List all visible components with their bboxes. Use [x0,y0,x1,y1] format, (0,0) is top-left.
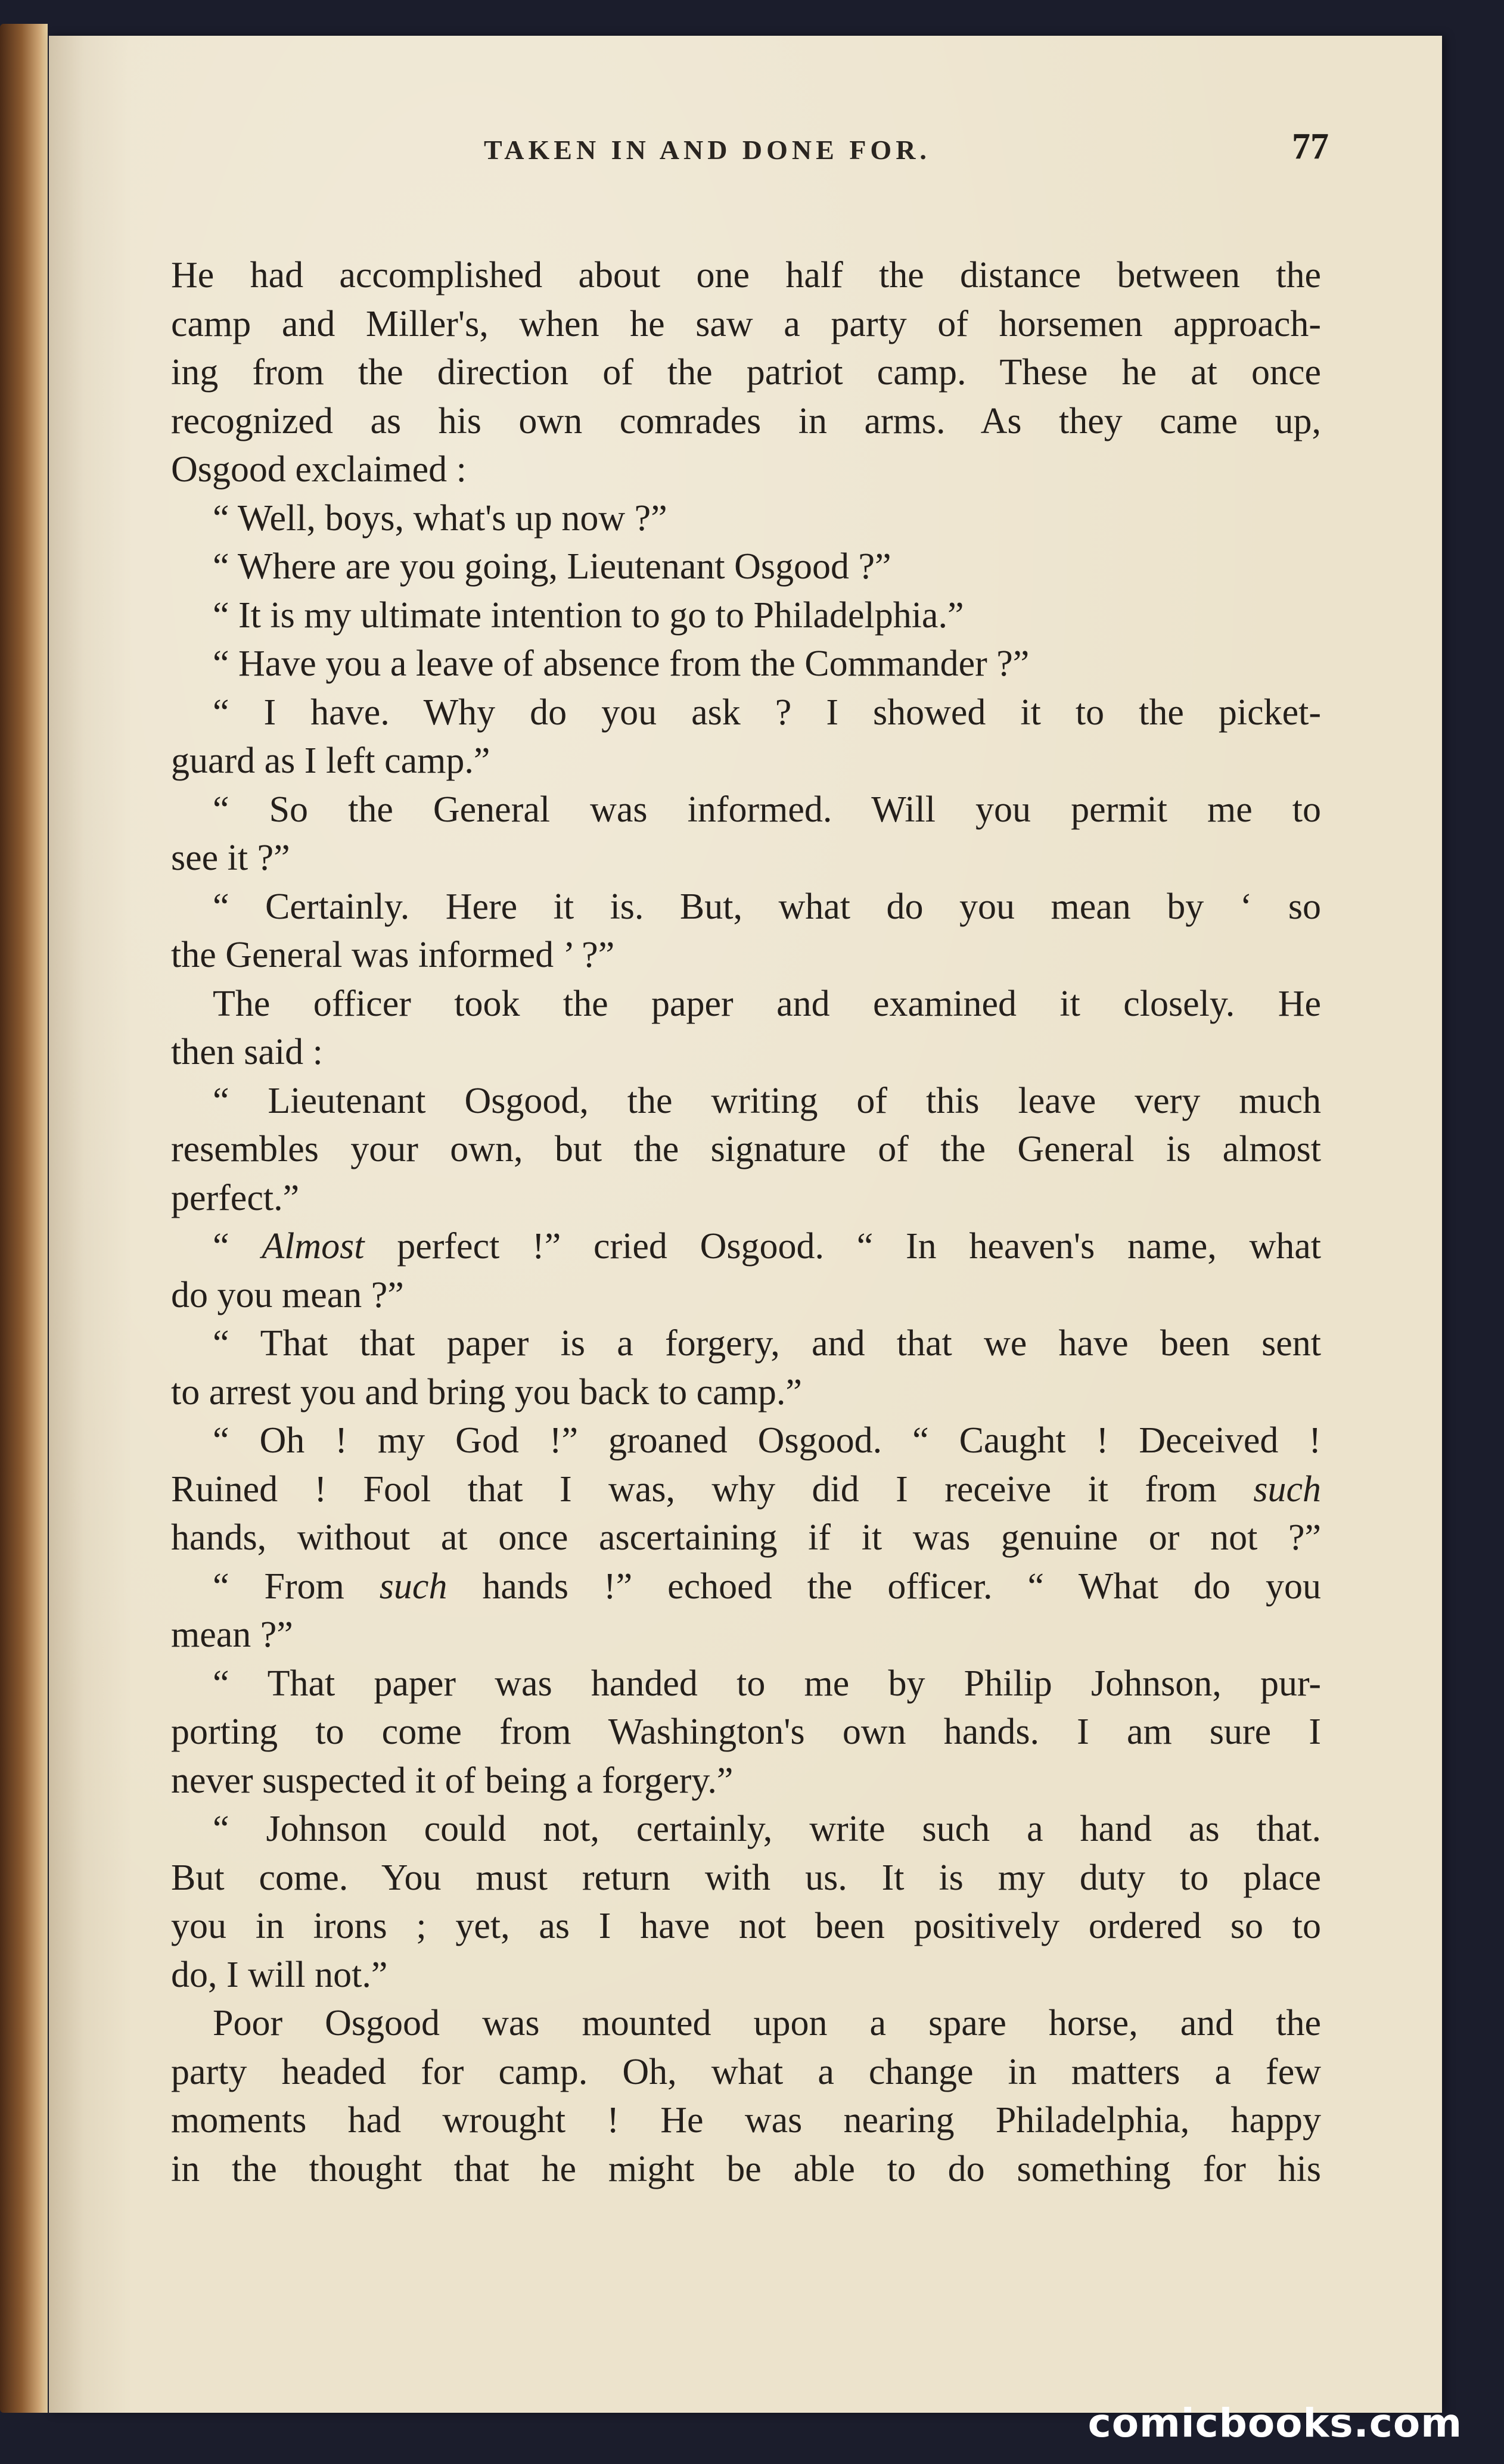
text-line: He had accomplished about one half the distance between the [171,255,1321,295]
text-line: you in irons ; yet, as I have not been positively ordered so to [171,1906,1321,1946]
text-line: camp and Miller's, when he saw a party of horsemen approach- [171,303,1321,344]
text-line: do, I will not.” [171,1954,388,1995]
page-number: 77 [1292,126,1329,167]
text-line: “ Well, boys, what's up now ?” [213,497,667,539]
text-line: porting to come from Washington's own hands. I am sure I [171,1712,1321,1752]
text-line: “ Where are you going, Lieutenant Osgood ?” [213,546,891,587]
text-line: But come. You must return with us. It is my duty to place [171,1857,1321,1898]
text-line: “ Oh ! my God !” groaned Osgood. “ Caught ! Deceived ! [213,1420,1321,1461]
text-line: “ I have. Why do you ask ? I showed it to the picket- [213,692,1321,733]
text-line: guard as I left camp.” [171,741,490,781]
text-line: Osgood exclaimed : [171,449,467,490]
text-line: The officer took the paper and examined it closely. He [213,983,1321,1024]
text-line: see it ?” [171,838,290,878]
page-header [49,126,1442,188]
text-line: resembles your own, but the signature of the General is almost [171,1129,1321,1169]
body-text [171,251,1321,2194]
text-line: “ It is my ultimate intention to go to Philadelphia.” [213,595,964,636]
text-line: “ Lieutenant Osgood, the writing of this leave very much [213,1080,1321,1121]
text-line: to arrest you and bring you back to camp.” [171,1371,802,1413]
text-line: recognized as his own comrades in arms. As they came up, [171,400,1321,441]
running-head: TAKEN IN AND DONE FOR. [484,135,931,165]
text-line: “ That paper was handed to me by Philip Johnson, pur- [213,1663,1321,1704]
text-line: perfect.” [171,1177,300,1218]
text-line: “ From such hands !” echoed the officer. “ What do you [213,1566,1322,1607]
text-line: “ Have you a leave of absence from the Commander ?” [213,643,1030,684]
site-watermark: comicbooks.com [1087,2400,1462,2446]
text-line: “ So the General was informed. Will you permit me to [213,789,1321,830]
text-line: never suspected it of being a forgery.” [171,1760,734,1801]
text-line: moments had wrought ! He was nearing Philadelphia, happy [171,2100,1321,2141]
text-line: “ Certainly. Here it is. But, what do you mean by ‘ so [213,886,1321,927]
text-line: “ That that paper is a forgery, and that we have been sent [213,1323,1321,1364]
book-spine-edge [0,24,48,2413]
text-line: do you mean ?” [171,1274,404,1315]
book-page [49,36,1442,2413]
text-line: Poor Osgood was mounted upon a spare horse, and the [213,2003,1321,2043]
text-line: mean ?” [171,1614,293,1655]
text-line: “ Almost perfect !” cried Osgood. “ In heaven's name, what [213,1226,1321,1267]
text-line: hands, without at once ascertaining if it was genuine or not ?” [171,1517,1321,1558]
text-line: party headed for camp. Oh, what a change in matters a few [171,2051,1321,2092]
text-line: Ruined ! Fool that I was, why did I receive it from such [171,1469,1321,1510]
text-line: the General was informed ’ ?” [171,935,615,975]
text-line: in the thought that he might be able to do something for his [171,2148,1321,2189]
text-line: then said : [171,1032,323,1072]
text-line: “ Johnson could not, certainly, write such a hand as that. [213,1809,1321,1849]
text-line: ing from the direction of the patriot camp. These he at once [171,352,1321,393]
